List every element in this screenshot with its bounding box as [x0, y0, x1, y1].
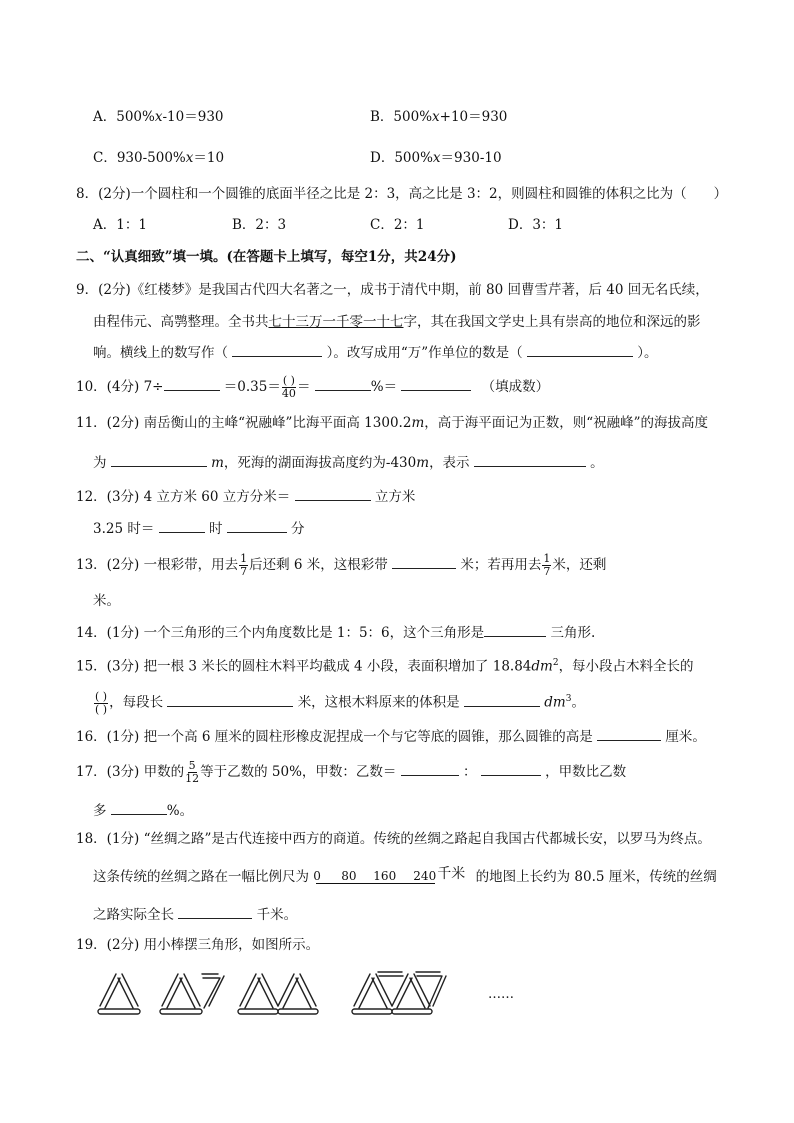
unit: m: [411, 415, 425, 431]
fraction-denominator: 7: [240, 565, 248, 578]
text: 16．(1分) 把一个高 6 厘米的圆柱形橡皮泥捏成一个与它等底的圆锥，那么圆锥的高是: [76, 729, 593, 745]
answer-blank[interactable]: [527, 342, 633, 357]
text: 米，这根木料原来的体积是: [297, 694, 460, 711]
scale-label-240: 240: [413, 868, 437, 883]
answer-blank[interactable]: [464, 692, 540, 707]
answer-blank[interactable]: [178, 904, 252, 919]
text: %＝: [370, 379, 398, 395]
unit: m: [211, 455, 224, 471]
text: 米；若再用去: [460, 557, 542, 573]
text: 13．(2分) 一根彩带，用去: [76, 557, 239, 573]
answer-blank[interactable]: [164, 376, 220, 391]
variable-x: x: [432, 109, 440, 125]
text: 等于乙数的 50%，甲数：乙数＝: [200, 764, 397, 780]
fraction: [94, 691, 108, 716]
q8-option-a: A．1：1: [93, 217, 147, 233]
q17-line-2: [93, 800, 193, 820]
scale-label-0: 0: [313, 868, 321, 883]
variable-x: x: [432, 150, 441, 166]
fraction-numerator: ( ): [282, 374, 295, 387]
q8-stem: 8．(2分)一个圆柱和一个圆锥的底面半径之比是 2：3，高之比是 3：2，则圆柱和圆锥的体积之比为（ ）: [76, 186, 728, 202]
q14-line: [76, 622, 595, 642]
answer-blank[interactable]: [484, 622, 546, 637]
q18-line-2: [93, 866, 717, 889]
scale-label-80: 80: [341, 868, 357, 883]
answer-blank[interactable]: [392, 554, 456, 569]
text: ，死海的湖面海拔高度约为-430: [223, 455, 417, 471]
text: ，表示: [429, 455, 470, 471]
q18-line-1: 18．(1分) “丝绸之路”是古代连接中西方的商道。传统的丝绸之路起自我国古代都城长安，以罗马为终点。: [76, 831, 711, 847]
q18-line-3: [93, 904, 297, 924]
text: 10．(4分) 7÷: [76, 379, 164, 395]
exponent: 2: [552, 658, 559, 668]
q7-option-c: [93, 149, 224, 167]
underlined-number: 七十三万一千零一十七: [268, 314, 404, 330]
text: 字，其在我国文学史上具有崇高的地位和深远的影: [403, 314, 701, 330]
q8-option-d: D．3：1: [508, 217, 564, 233]
q11-line-1: [76, 414, 708, 432]
section-heading: 二、“认真细致”填一填。(在答题卡上填写，每空1分，共24分): [76, 249, 457, 265]
fraction-numerator: 1: [543, 552, 551, 565]
fraction: [282, 375, 296, 400]
answer-blank[interactable]: [295, 486, 371, 501]
answer-blank[interactable]: [159, 518, 205, 533]
option-text: A．500%: [93, 109, 155, 125]
text: 由程伟元、高鹗整理。全书共: [93, 314, 269, 330]
answer-blank[interactable]: [597, 726, 661, 741]
text: ，高于海平面记为正数，则“祝融峰”的海拔高度: [424, 415, 709, 431]
text: %。: [166, 803, 194, 819]
fraction: [185, 760, 199, 785]
answer-blank[interactable]: [111, 800, 167, 815]
text: 14．(1分) 一个三角形的三个内角度数比是 1：5：6，这个三角形是: [76, 625, 485, 641]
text: ，每段长: [109, 694, 164, 711]
q12-line-1: [76, 486, 415, 506]
q19-stem: 19．(2分) 用小棒摆三角形，如图所示。: [76, 937, 320, 953]
answer-blank[interactable]: [315, 376, 371, 391]
q7-option-a: [93, 108, 224, 126]
scale-unit: 千米: [437, 865, 466, 882]
text: 3.25 时＝: [93, 521, 155, 537]
q15-line-2: [93, 684, 585, 718]
q17-line-1: [76, 758, 626, 786]
option-text: B．500%: [370, 109, 433, 125]
text: 这条传统的丝绸之路在一幅比例尺为: [93, 869, 309, 885]
unit: dm: [531, 658, 553, 675]
text: 15．(3分) 把一根 3 米长的圆柱木料平均截成 4 小段，表面积增加了 18.84: [76, 658, 532, 675]
text: ）。: [637, 345, 658, 361]
matchstick-triangles-figure: [92, 966, 532, 1026]
text: 三角形.: [550, 625, 596, 641]
option-text: +10＝930: [439, 109, 508, 125]
text: 多: [93, 803, 107, 819]
fraction-denominator: ( ): [95, 702, 108, 716]
q9-line-2: [93, 313, 701, 331]
ellipsis: ……: [488, 987, 514, 1002]
q11-line-2: [93, 452, 604, 472]
text: ＝0.35＝: [223, 379, 281, 395]
text: 。: [590, 455, 604, 471]
fraction-numerator: 5: [188, 759, 196, 772]
q9-line-1: 9．(2分)《红楼梦》是我国古代四大名著之一，成书于清代中期，前 80 回曹雪芹著，后 40 回无名氏续，: [76, 282, 709, 298]
text: 千米。: [256, 907, 298, 923]
fraction-denominator: 7: [543, 565, 551, 578]
answer-blank[interactable]: [401, 761, 459, 776]
unit: dm: [544, 694, 566, 711]
q15-line-1: [76, 654, 694, 676]
text: 厘米。: [665, 729, 706, 745]
fraction-denominator: 40: [281, 387, 296, 400]
text: 的地图上长约为 80.5 厘米，传统的丝绸: [475, 869, 717, 885]
text: ，每小段占木料全长的: [558, 658, 694, 675]
answer-blank[interactable]: [167, 692, 293, 707]
text: 时: [208, 521, 223, 537]
text: （填成数）: [481, 379, 550, 395]
text: 之路实际全长: [93, 907, 174, 923]
triangle-figure-4: [352, 972, 446, 1014]
variable-x: x: [185, 150, 194, 166]
q16-line: [76, 726, 706, 746]
option-text: ＝10: [193, 150, 225, 166]
unit: m: [416, 455, 430, 471]
q13-line-1: [76, 552, 606, 578]
q12-line-2: [93, 518, 305, 538]
triangle-figure-3: [238, 974, 318, 1014]
text: 响。横线上的数写作（: [93, 345, 228, 361]
q10-line: [76, 374, 549, 400]
q9-line-3: [93, 342, 658, 362]
answer-blank[interactable]: [481, 761, 541, 776]
fraction: [542, 553, 551, 578]
text: 11．(2分) 南岳衡山的主峰“祝融峰”比海平面高 1300.2: [76, 415, 412, 431]
scale-bar: [313, 867, 471, 889]
text: 17．(3分) 甲数的: [76, 764, 185, 780]
text: 立方米: [374, 489, 416, 505]
variable-x: x: [154, 109, 163, 125]
fraction-denominator: 12: [185, 772, 200, 785]
answer-blank[interactable]: [227, 518, 287, 533]
text: 后还剩 6 米，这根彩带: [249, 557, 388, 573]
q7-option-d: [370, 149, 502, 167]
text: 米，还剩: [552, 557, 607, 573]
text: ：: [462, 764, 477, 780]
text: 分: [291, 521, 305, 537]
answer-blank[interactable]: [232, 342, 322, 357]
q8-option-c: C．2：1: [370, 217, 425, 233]
q7-option-b: [370, 108, 507, 126]
fraction-numerator: 1: [240, 552, 248, 565]
q8-option-b: B．2：3: [232, 217, 287, 233]
option-text: -10＝930: [162, 109, 224, 125]
text: 为: [93, 455, 107, 471]
text: ，甲数比乙数: [545, 764, 627, 780]
text: ＝: [296, 379, 311, 395]
exponent: 3: [565, 694, 572, 704]
triangle-figure-1: [98, 974, 140, 1014]
triangle-figure-2: [160, 974, 224, 1014]
fraction: [239, 553, 248, 578]
answer-blank[interactable]: [111, 452, 207, 467]
option-text: C．930-500%: [93, 150, 186, 166]
scale-label-160: 160: [373, 868, 397, 883]
q13-line-2: 米。: [93, 593, 120, 609]
text: 。: [571, 694, 585, 711]
answer-blank[interactable]: [474, 452, 586, 467]
fraction-numerator: ( ): [95, 689, 108, 703]
text: ）。改写成用“万”作单位的数是（: [326, 345, 523, 361]
answer-blank[interactable]: [401, 376, 471, 391]
option-text: D．500%: [370, 150, 433, 166]
text: 12．(3分) 4 立方米 60 立方分米＝: [76, 489, 291, 505]
option-text: ＝930-10: [440, 150, 502, 166]
